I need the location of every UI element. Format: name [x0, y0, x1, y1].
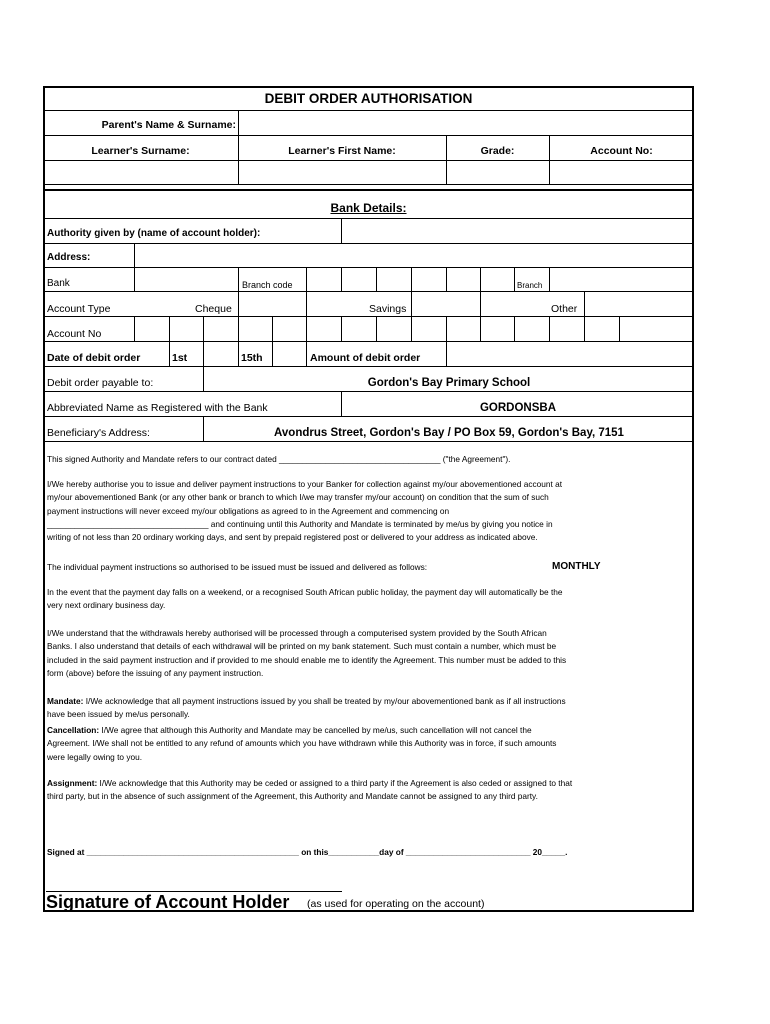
terms-line: I/We understand that the withdrawals hereby authorised will be processed through a computerised system provided by the South African: [47, 628, 547, 638]
grade-field[interactable]: [447, 161, 549, 184]
account-digit-box[interactable]: [170, 317, 203, 341]
divider: [514, 267, 515, 291]
learner-first-name-field[interactable]: [239, 161, 446, 184]
divider: [43, 441, 694, 442]
terms-line: third party, but in the absence of such assignment of the Agreement, this Authority and Mandate cannot be assigned to any third party.: [47, 791, 538, 802]
parent-name-label: Parent's Name & Surname:: [101, 119, 236, 131]
account-digit-box[interactable]: [273, 317, 306, 341]
address-label: Address:: [47, 252, 91, 263]
branch-code-box[interactable]: [447, 268, 480, 291]
terms-line: I/We acknowledge that all payment instructions issued by you shall be treated by my/our abovementioned bank as if all instructions: [83, 696, 566, 706]
abbrev-value: GORDONSBA: [479, 402, 557, 414]
mandate-label: Mandate:: [47, 696, 84, 706]
account-no-row-label: Account No: [47, 328, 102, 340]
divider: [480, 291, 481, 316]
terms-line: I/We hereby authorise you to issue and deliver payment instructions to your Banker for collection against my/our abovementioned account at: [47, 479, 562, 489]
bank-label: Bank: [47, 278, 70, 289]
amount-field[interactable]: [447, 342, 693, 366]
account-no-label: Account No:: [590, 145, 653, 157]
date-option-15th: 15th: [241, 352, 263, 364]
authority-label: Authority given by (name of account holder):: [47, 228, 261, 239]
date-label: Date of debit order: [47, 352, 141, 364]
cheque-checkbox[interactable]: [239, 292, 306, 316]
terms-assignment: [47, 777, 689, 804]
signed-at-line[interactable]: Signed at ______________________________________________ on this___________day of ___________________________ 20_____.: [47, 847, 568, 857]
terms-line: Agreement. I/We shall not be entitled to any refund of amounts which you have withdrawn while this Authority was in force, if such amounts: [47, 738, 557, 749]
beneficiary-value: Avondrus Street, Gordon's Bay / PO Box 59, Gordon's Bay, 7151: [274, 427, 624, 439]
form-title: DEBIT ORDER AUTHORISATION: [264, 91, 473, 106]
branch-code-box[interactable]: [412, 268, 446, 291]
branch-label: Branch: [517, 281, 543, 290]
terms-line: Banks. I also understand that details of each withdrawal will be printed on my bank statement. Such must contain a number, which must be: [47, 641, 557, 652]
divider: [43, 391, 694, 392]
savings-label: Savings: [369, 303, 407, 315]
terms-line: I/We agree that although this Authority and Mandate may be cancelled by me/us, such cancellation will not cancel the: [99, 725, 532, 735]
frequency-value: MONTHLY: [552, 561, 601, 572]
branch-field[interactable]: [550, 268, 693, 291]
divider: [43, 135, 694, 136]
branch-code-box[interactable]: [377, 268, 411, 291]
grade-label: Grade:: [480, 145, 515, 157]
date-1st-checkbox[interactable]: [204, 342, 238, 366]
account-digit-box[interactable]: [515, 317, 549, 341]
bank-field[interactable]: [135, 268, 238, 291]
terms-line: In the event that the payment day falls on a weekend, or a recognised South African public holiday, the payment day will automatically be the: [47, 587, 563, 597]
cancellation-label: Cancellation:: [47, 725, 100, 735]
terms-line: payment instructions will never exceed my/our obligations as agreed to in the Agreement and commencing on: [47, 505, 450, 516]
terms-line: have been issued by me/us personally.: [47, 709, 190, 720]
signature-label: Signature of Account Holder: [46, 892, 290, 912]
beneficiary-label: Beneficiary's Address:: [47, 427, 150, 439]
divider: [43, 184, 694, 185]
terms-line: my/our abovementioned Bank (or any other bank or branch to which I/we may transfer my/our account) on condition that the sum of such: [47, 492, 549, 503]
divider: [134, 267, 135, 291]
divider: [619, 316, 620, 341]
other-checkbox[interactable]: [585, 292, 693, 316]
divider: [238, 341, 239, 366]
divider: [238, 267, 239, 291]
other-label: Other: [551, 303, 578, 315]
payable-to-label: Debit order payable to:: [47, 377, 154, 389]
terms-line: ___________________________________ and continuing until this Authority and Mandate is terminated by me/us by giving you notice in: [47, 518, 553, 529]
account-digit-box[interactable]: [412, 317, 446, 341]
account-digit-box[interactable]: [239, 317, 272, 341]
date-option-1st: 1st: [172, 352, 188, 364]
learner-surname-label: Learner's Surname:: [91, 145, 190, 157]
terms-frequency: The individual payment instructions so authorised to be issued must be issued and delivered as follows:: [47, 562, 428, 572]
account-digit-box[interactable]: [204, 317, 238, 341]
learner-surname-field[interactable]: [44, 161, 238, 184]
terms-line: were legally owing to you.: [47, 751, 143, 762]
terms-payment-day: [47, 586, 689, 613]
account-digit-box[interactable]: [342, 317, 376, 341]
account-digit-box[interactable]: [481, 317, 514, 341]
divider: [306, 341, 307, 366]
divider: [306, 291, 307, 316]
payable-to-value: Gordon's Bay Primary School: [367, 377, 531, 389]
account-digit-box[interactable]: [447, 317, 480, 341]
signature-field[interactable]: [46, 860, 342, 890]
parent-name-field[interactable]: [239, 111, 693, 135]
account-digit-box[interactable]: [585, 317, 619, 341]
amount-label: Amount of debit order: [310, 352, 421, 364]
account-digit-box[interactable]: [307, 317, 341, 341]
divider: [43, 366, 694, 367]
terms-line: form (above) before the issuing of any payment instruction.: [47, 667, 264, 678]
address-field[interactable]: [135, 244, 693, 267]
account-no-field[interactable]: [550, 161, 693, 184]
branch-code-label: Branch code: [242, 280, 293, 290]
terms-authorisation: [47, 478, 689, 544]
double-divider: [43, 189, 694, 191]
account-digit-box[interactable]: [135, 317, 169, 341]
branch-code-box[interactable]: [342, 268, 376, 291]
assignment-label: Assignment:: [47, 778, 98, 788]
account-digit-box[interactable]: [550, 317, 584, 341]
learner-first-name-label: Learner's First Name:: [288, 145, 396, 157]
terms-line: included in the said payment instruction and if provided to me should enable me to identify the Agreement. This number must be added to this: [47, 654, 567, 665]
terms-agreement-reference: This signed Authority and Mandate refers to our contract dated ___________________________________ ("the Agreement").: [47, 454, 511, 464]
authority-field[interactable]: [342, 219, 693, 243]
savings-checkbox[interactable]: [412, 292, 480, 316]
terms-cancellation: [47, 724, 689, 764]
terms-mandate: [47, 695, 689, 722]
branch-code-box[interactable]: [307, 268, 341, 291]
terms-processing: [47, 627, 689, 680]
terms-line: writing of not less than 20 ordinary working days, and sent by prepaid registered post or delivered to your address as indicated above.: [47, 532, 538, 543]
bank-details-heading: Bank Details:: [330, 201, 407, 215]
terms-line: I/We acknowledge that this Authority may be ceded or assigned to a third party if the Agreement is also ceded or assigned to that: [97, 778, 573, 788]
account-type-label: Account Type: [47, 303, 111, 315]
account-digit-box[interactable]: [377, 317, 411, 341]
divider: [43, 416, 694, 417]
divider: [169, 341, 170, 366]
cheque-label: Cheque: [195, 303, 232, 315]
terms-line: very next ordinary business day.: [47, 600, 166, 611]
abbrev-label: Abbreviated Name as Registered with the Bank: [47, 402, 268, 414]
branch-code-box[interactable]: [481, 268, 514, 291]
signature-note: (as used for operating on the account): [307, 898, 485, 910]
date-15th-checkbox[interactable]: [273, 342, 306, 366]
